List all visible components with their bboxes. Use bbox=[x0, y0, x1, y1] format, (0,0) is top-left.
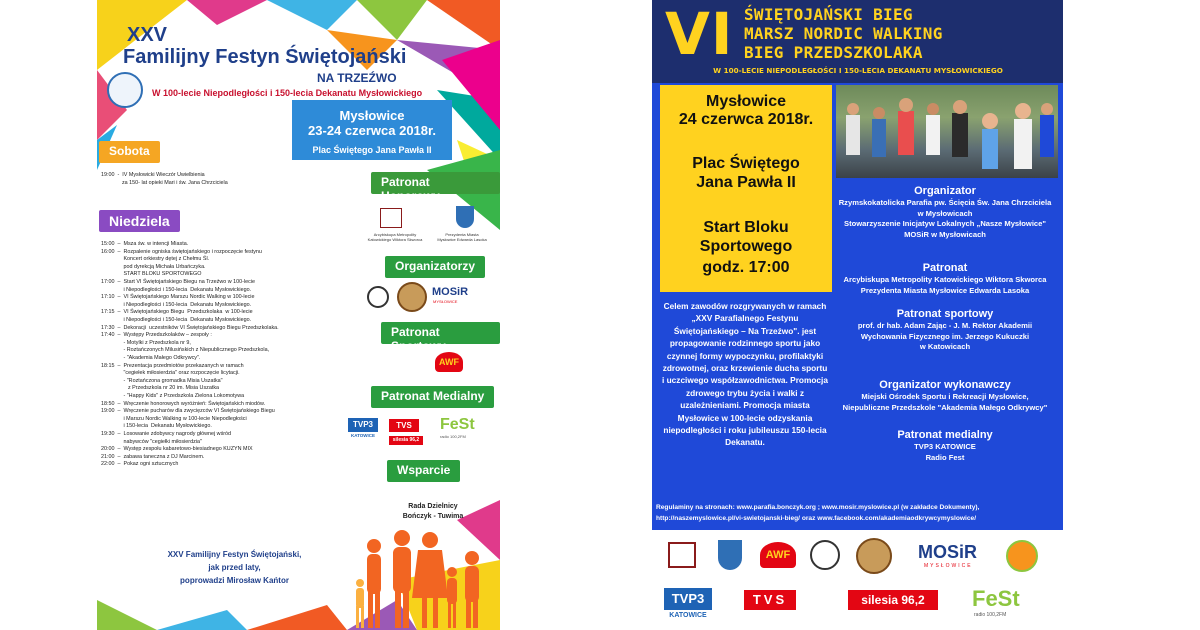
schedule-row: za 150- lat opieki Mari i św. Jana Chrzciciela bbox=[101, 180, 228, 186]
sport-patronage-heading: Patronat Sportowy bbox=[381, 322, 500, 344]
race-mission-text: Celem zawodów rozgrywanych w ramach „XXV Parafialnego Festynu Świętojańskiego – Na Trzeźwo". jest propagowanie rodzinnego sportu jako czynnej formy wypoczynku, profilaktyki zdrowotnej, oraz krzewienie ducha sportu i uczciwego współzawodnictwa. Promocja zdrowego trybu życia i walki z uzależnieniami. Promocja miasta Mysłowice w 100-lecie odzyskania niepodległości i roku jubileuszu 150-lecia Dekanatu. bbox=[662, 301, 828, 448]
festival-place: Plac Świętego Jana Pawła II bbox=[312, 145, 432, 155]
schedule-row: START BLOKU SPORTOWEGO bbox=[101, 271, 202, 278]
sport-patronage-section: Patronat sportowy prof. dr hab. Adam Zając - J. M. Rektor Akademii Wychowania Fizycznego im. Jerzego Kukuczki w Katowicach bbox=[832, 307, 1058, 353]
mosir-logo-caption: MYSŁOWICE bbox=[924, 563, 973, 569]
race-header bbox=[652, 0, 1063, 83]
festival-edition: XXV bbox=[127, 24, 168, 46]
executive-organizer-heading: Organizator wykonawczy bbox=[879, 379, 1011, 391]
festival-subtitle: NA TRZEŹWO bbox=[317, 71, 397, 85]
regulations-links bbox=[656, 502, 1060, 524]
sponsor-logos bbox=[652, 530, 1063, 630]
festival-dedication: W 100-lecie Niepodległości i 150-lecia Dekanatu Mysłowickiego bbox=[152, 88, 423, 98]
runners-photo bbox=[836, 85, 1058, 178]
patronage-heading: Patronat bbox=[922, 262, 968, 274]
support-rada: Rada Dzielnicy Bończyk - Tuwima bbox=[402, 503, 464, 520]
race-city: Mysłowice bbox=[705, 93, 787, 110]
right-poster bbox=[652, 0, 1063, 630]
festival-title: Familijny Festyn Świętojański bbox=[123, 46, 407, 68]
tvp3-logo: TVP3 bbox=[348, 418, 378, 432]
tvp3-logo-caption: KATOWICE bbox=[350, 433, 376, 438]
support-heading: Wsparcie bbox=[387, 460, 460, 482]
schedule-row: 20:00 – Występ zespołu kabaretowo-biesiadnego KUZYN MIX bbox=[101, 446, 253, 453]
radio-fest-logo: FeSt bbox=[440, 416, 475, 433]
honorary-caption: Prezydenta Miasta Mysłowice Edwarda Lasoka bbox=[437, 232, 487, 242]
race-place: Plac Świętego bbox=[692, 155, 800, 172]
patronage-section: Patronat Arcybiskupa Metropolity Katowickiego Wiktora Skworca Prezydenta Miasta Mysłowice Edwarda Lasoka bbox=[832, 261, 1058, 296]
tvs-logo: TVS bbox=[389, 419, 419, 432]
race-title-line: BIEG PRZEDSZKOLAKA bbox=[744, 43, 923, 62]
media-patronage-heading: Patronat Medialny bbox=[371, 386, 494, 408]
tvs-logo: TVS bbox=[744, 590, 796, 610]
family-silhouette-icon bbox=[352, 528, 492, 630]
archbishop-coat-of-arms-icon bbox=[668, 542, 696, 568]
executive-organizer-section: Organizator wykonawczy Miejski Ośrodek Sportu i Rekreacji Mysłowice, Niepubliczne Przedszkole "Akademia Małego Odkrywcy" bbox=[832, 378, 1058, 413]
schedule-row: Koncert orkiestry dętej z Chełmu Śl. bbox=[101, 256, 210, 263]
schedule-row: - "Roztańczona gromadka Misia Uszatka" bbox=[101, 377, 223, 384]
media-patronage-section: Patronat medialny TVP3 KATOWICE Radio Fest bbox=[832, 428, 1058, 463]
saturday-heading: Sobota bbox=[99, 141, 160, 163]
schedule-row: z Przedszkola nr 20 im. Misia Uszatka bbox=[101, 385, 220, 392]
radio-fest-caption: radio 100,2FM bbox=[974, 612, 1007, 618]
race-title-line: ŚWIĘTOJAŃSKI BIEG bbox=[744, 5, 913, 24]
sport-patronage-heading: Patronat sportowy bbox=[896, 308, 994, 320]
mosir-logo: MOSiR bbox=[918, 542, 978, 562]
akademia-logo-icon bbox=[1006, 540, 1038, 572]
schedule-row: i Marszu Nordic Walking w 100-lecie Niepodległości bbox=[101, 415, 247, 422]
festival-footer: XXV Familijny Festyn Świętojański, jak przed laty, poprowadzi Mirosław Kańtor bbox=[167, 550, 302, 585]
schedule-row: nabywców "cegiełki miłosierdzia" bbox=[101, 438, 202, 445]
schedule-row: - Roztańczonych Milusińskich z Niepublicznego Przedszkola, bbox=[101, 347, 270, 354]
schedule-row: 17:40 – Występy Przedszkolaków – zespoły : bbox=[101, 332, 212, 339]
schedule-row: 17:30 – Dekoracji uczestników VI Świętojańskiego Biegu Przedszkolaka. bbox=[101, 324, 279, 331]
schedule-row: 22:00 – Pokaz ogni sztucznych bbox=[101, 461, 179, 468]
awf-logo: AWF bbox=[435, 352, 463, 372]
schedule-row: 18:50 – Wręczenie honorowych wyróżnień: Świętojańskich miodów. bbox=[101, 400, 266, 407]
honorary-patronage-heading: Patronat Honorowy bbox=[371, 172, 500, 194]
race-start: Sportowego bbox=[699, 238, 793, 255]
archbishop-coat-of-arms-icon bbox=[380, 208, 402, 228]
media-patronage-heading: Patronat medialny bbox=[897, 429, 993, 441]
parish-emblem-icon bbox=[107, 72, 143, 108]
regulations-link-line[interactable]: http://naszemyslowice.pl/vi-swietojanski-bieg/ oraz www.facebook.com/akademiaodkrywcymyslowice/ bbox=[656, 515, 977, 522]
myslowice-coat-of-arms-icon bbox=[456, 206, 474, 228]
schedule-row: pod dyrekcją Michała Urbańczyka. bbox=[101, 263, 206, 270]
left-poster bbox=[97, 0, 500, 630]
saint-john-icon bbox=[856, 538, 892, 574]
myslowice-coat-of-arms-icon bbox=[718, 540, 742, 570]
race-start: Start Bloku bbox=[703, 219, 789, 236]
schedule-row: - "Akademia Małego Odkrywcy". bbox=[101, 355, 201, 361]
race-edition: VI bbox=[665, 0, 734, 68]
schedule-row: 19:00 - IV Mysłowicki Wieczór Uwielbienia bbox=[101, 172, 205, 178]
schedule-row: 17:10 – VI Świętojańskiego Marszu Nordic Walking w 100-lecie bbox=[101, 294, 255, 301]
tvp3-logo: TVP3 bbox=[664, 588, 712, 610]
schedule-row: - Motylki z Przedszkola nr 9, bbox=[101, 339, 191, 346]
mosir-logo: MOSiR bbox=[432, 286, 469, 298]
schedule-row: i 150-lecia Dekanatu Mysłowickiego. bbox=[101, 423, 212, 430]
schedule-row: 18:15 – Prezentacja przedmiotów przekazanych w ramach bbox=[101, 362, 244, 369]
race-date: 24 czerwca 2018r. bbox=[678, 111, 814, 128]
sunday-heading: Niedziela bbox=[99, 210, 180, 232]
organizer-section: Organizator Rzymskokatolicka Parafia pw. Ścięcia Św. Jana Chrzciciela w Mysłowicach Stowarzyszenie Inicjatyw Lokalnych „Nasze Mysłowice" MOSiR w Mysłowicach bbox=[832, 184, 1058, 240]
schedule-row: 17:15 – VI Świętojańskiego Biegu Przedszkolaka w 100-lecie bbox=[101, 309, 253, 316]
schedule-row: 17:00 – Start VI Świętojańskiego Biegu na Trzeźwo w 100-lecie bbox=[101, 279, 256, 285]
schedule-row: 21:00 – zabawa taneczna z DJ Marcinem. bbox=[101, 453, 205, 460]
festival-city: Mysłowice bbox=[339, 108, 405, 123]
race-dedication: W 100-LECIE NIEPODLEGŁOŚCI I 150-LECIA DEKANATU MYSŁOWICKIEGO bbox=[713, 66, 1003, 75]
schedule-row: i Niepodległości i 150-lecia Dekanatu Mysłowickiego. bbox=[101, 286, 252, 293]
radio-fest-logo: FeSt bbox=[972, 586, 1020, 611]
parish-stamp-icon bbox=[810, 540, 840, 570]
schedule-row: i Niepodległości i 150-lecia Dekanatu Mysłowickiego. bbox=[101, 317, 252, 323]
race-time: godz. 17:00 bbox=[702, 259, 790, 276]
schedule-row: i Niepodległości i 150-lecia Dekanatu Mysłowickiego. bbox=[101, 301, 252, 308]
radio-fest-caption: radio 100,2FM bbox=[440, 434, 466, 439]
organizers-heading: Organizatorzy bbox=[385, 256, 485, 278]
honorary-caption: Arcybiskupa Metropolity Katowickiego Wiktora Skworca bbox=[367, 232, 423, 242]
schedule-row: 15:00 – Msza św. w intencji Miasta. bbox=[101, 241, 189, 247]
regulations-link-line[interactable]: Regulaminy na stronach: www.parafia.bonczyk.org ; www.mosir.myslowice.pl (w zakładce Dokumenty), bbox=[656, 504, 980, 511]
race-place: Jana Pawła II bbox=[696, 174, 796, 191]
festival-date: 23-24 czerwca 2018r. bbox=[308, 123, 436, 138]
awf-logo: AWF bbox=[760, 542, 796, 568]
parish-stamp-icon bbox=[367, 286, 389, 308]
tvp3-logo-caption: KATOWICE bbox=[669, 612, 707, 619]
race-title-line: MARSZ NORDIC WALKING bbox=[744, 24, 943, 43]
schedule-row: 19:30 – Losowanie zdobywcy nagrody głównej wśród bbox=[101, 431, 232, 437]
mosir-logo-caption: MYSŁOWICE bbox=[433, 299, 458, 304]
schedule-row: 16:00 – Rozpalenie ogniska świętojańskiego i rozpoczęcie festynu bbox=[101, 248, 262, 255]
saint-john-icon bbox=[397, 282, 427, 312]
schedule-row: "cegiełek miłosierdzia" oraz rozpoczęcie licytacji. bbox=[101, 370, 240, 377]
schedule-row: - "Happy Kids" z Przedszkola Zielona Lokomotywa bbox=[101, 393, 245, 399]
organizer-heading: Organizator bbox=[914, 185, 976, 197]
radio-silesia-logo: silesia 96,2 bbox=[389, 436, 423, 445]
schedule-row: 19:00 – Wręczenie pucharów dla zwycięzców VI Świętojańskiego Biegu bbox=[101, 408, 275, 415]
radio-silesia-logo: silesia 96,2 bbox=[848, 590, 938, 610]
